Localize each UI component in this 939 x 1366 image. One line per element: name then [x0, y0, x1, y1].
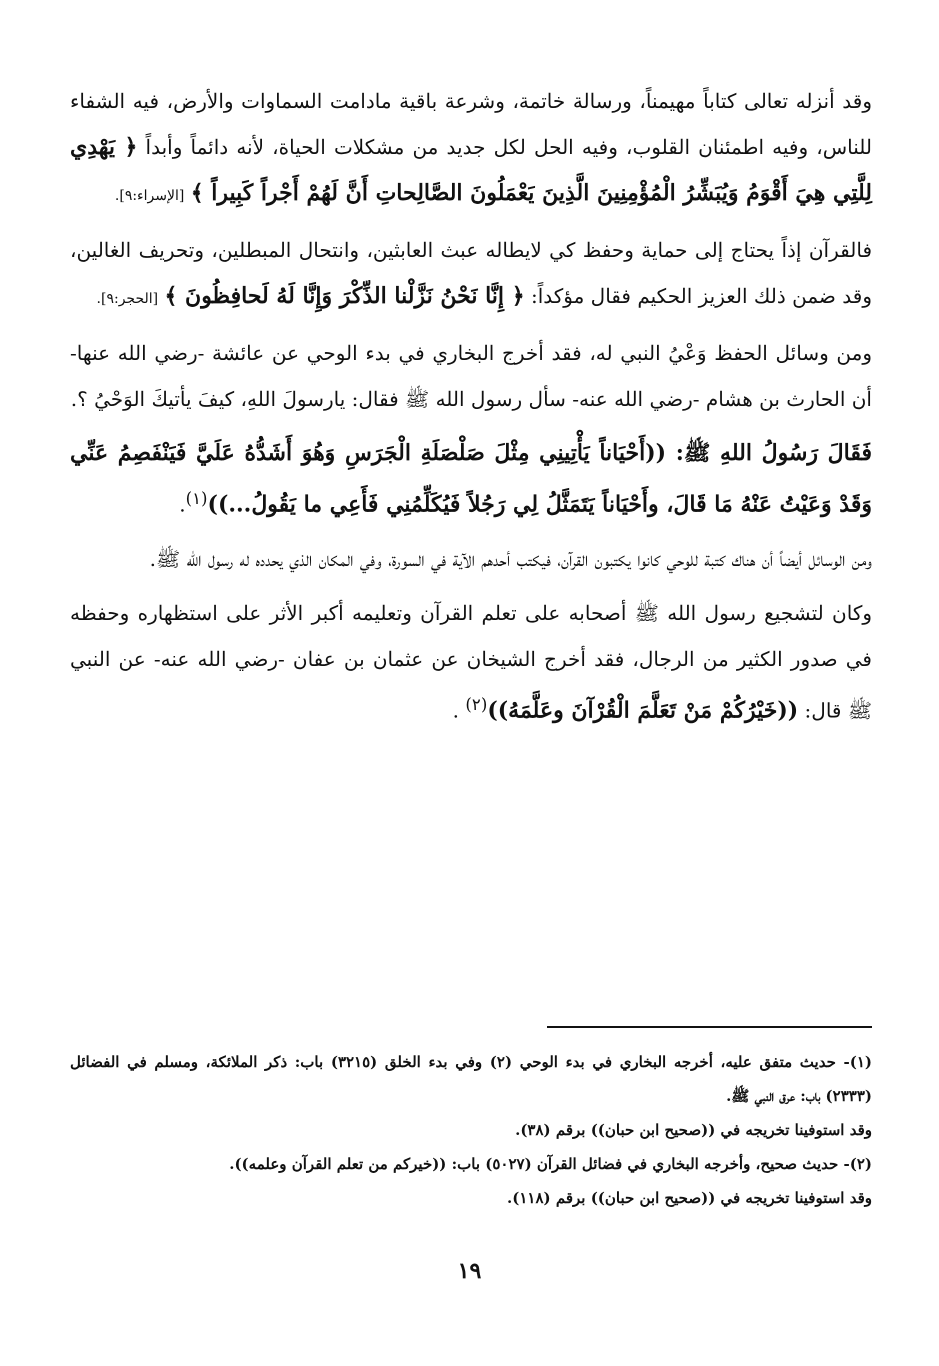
- paragraph-2: [70, 227, 872, 322]
- footnote-1-source: وقد استوفينا تخريجه في ((صحيح ابن حبان)) برقم (٣٨).: [515, 1121, 872, 1139]
- punctuation: .: [179, 492, 186, 517]
- main-text: [70, 78, 872, 741]
- footnote-marker: (٢): [465, 694, 488, 714]
- paragraph-3: [70, 330, 872, 422]
- verse-reference: [الحجر:٩].: [96, 291, 159, 307]
- footnote-2-source: وقد استوفينا تخريجه في ((صحيح ابن حبان)) برقم (١١٨).: [507, 1189, 872, 1207]
- paragraph-text: وقد أنزله تعالى كتاباً مهيمناً، ورسالة خاتمة، وشرعة باقية مادامت السماوات والأرض، فيه الشفاء للناس، وفيه اطمئنان القلوب، وفيه الحل لكل جديد من مشكلات الحياة، لأنه دائماً وأبداً: [70, 89, 873, 159]
- paragraph-6: [70, 590, 872, 734]
- paragraph-1: [70, 78, 872, 219]
- paragraph-5: [70, 536, 872, 582]
- paragraph-text: وكان لتشجيع رسول الله ﷺ أصحابه على تعلم القرآن وتعليمه أكبر الأثر على استظهاره وحفظه في صدور الكثير من الرجال، فقد أخرج الشيخان عن عثمان بن عفان -رضي الله عنه- عن النبي ﷺ قال:: [70, 600, 872, 723]
- paragraph-text: ومن وسائل الحفظ وَعْيُ النبي له، فقد أخرج البخاري في بدء الوحي عن عائشة -رضي الله عنها- أن الحارث بن هشام -رضي الله عنه- سأل رسول الله ﷺ فقال: يارسولَ اللهِ، كيفَ يأتيكَ الوَحْيُ ؟.: [70, 341, 872, 411]
- footnotes: [70, 1045, 872, 1215]
- footnote-separator: [547, 1026, 872, 1028]
- paragraph-text: ومن الوسائل أيضاً أن هناك كتبة للوحي كانوا يكتبون القرآن، فيكتب أحدهم الآية في السورة، وفي المكان الذي يحدده له رسول الله ﷺ.: [149, 546, 872, 571]
- page-number: ١٩: [457, 1258, 482, 1284]
- paragraph-4: [70, 430, 872, 528]
- quran-verse: ﴿ إِنَّا نَحْنُ نَزَّلْنا الذِّكْرَ وَإِنَّا لَهُ لَحافِظُونَ ﴾: [164, 283, 525, 309]
- punctuation: .: [452, 698, 466, 723]
- quran-verse: ﴿ يَهْدِي لِلَّتِي هِيَ أَقْوَمُ وَيُبَشِّرُ الْمُؤْمِنِينَ الَّذِينَ يَعْمَلُونَ الصَّالِحاتِ أَنَّ لَهُمْ أَجْراً كَبِيراً ﴾: [70, 134, 872, 206]
- footnote-2: (٢)- حديث صحيح، وأخرجه البخاري في فضائل القرآن (٥٠٢٧) باب: ((خيركم من تعلم القرآن وعلمه)).: [229, 1155, 872, 1173]
- hadith-text: ((خَيْرُكُمْ مَنْ تَعَلَّمَ الْقُرْآنَ وعَلَّمَهُ)): [487, 697, 799, 724]
- verse-reference: [الإسراء:٩].: [114, 188, 185, 204]
- hadith-text: فَقَالَ رَسُولُ اللهِ ﷺ: ((أَحْيَاناً يَأْتِينِي مِثْلَ صَلْصَلَةِ الْجَرَسِ وَهُوَ أَشَدُّهُ عَلَيَّ فَيَنْفَصِمُ عَنِّي وَقَدْ وَعَيْتُ عَنْهُ مَا قَالَ، وأَحْيَاناً يَتَمَثَّلُ لِي رَجُلاً فَيُكَلِّمُنِي فَأَعِي ما يَقُولُ...)): [70, 440, 872, 518]
- footnote-1: (١)- حديث متفق عليه، أخرجه البخاري في بدء الوحي (٢) وفي بدء الخلق (٣٢١٥) باب: ذكر الملائكة، ومسلم في الفضائل (٢٣٣٣) باب: عرق النبي ﷺ.: [70, 1053, 873, 1105]
- footnote-marker: (١): [185, 489, 208, 508]
- paragraph-text: فالقرآن إذاً يحتاج إلى حماية وحفظ كي لايطاله عبث العابثين، وانتحال المبطلين، وتحريف الغالين، وقد ضمن ذلك العزيز الحكيم فقال مؤكداً:: [70, 238, 872, 308]
